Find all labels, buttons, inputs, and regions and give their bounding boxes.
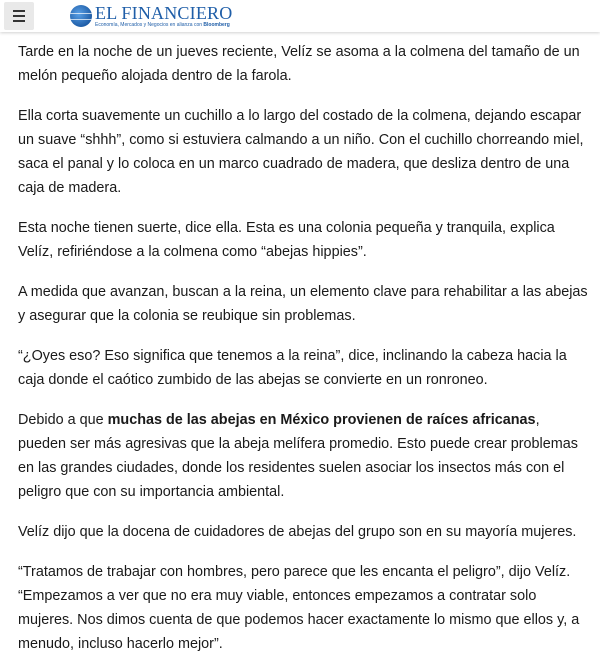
hamburger-menu-icon[interactable] [4, 2, 34, 30]
logo-tagline: Economía, Mercados y Negocios en alianza con Bloomberg [95, 22, 230, 28]
site-header [0, 0, 600, 32]
logo-partner: Bloomberg [203, 22, 230, 28]
site-logo[interactable] [70, 2, 232, 30]
article-paragraph: Tarde en la noche de un jueves reciente, Velíz se asoma a la colmena del tamaño de un melón pequeño alojada dentro de la farola. [18, 44, 580, 84]
article-body [18, 40, 588, 672]
article-paragraph: Debido a que muchas de las abejas en México provienen de raíces africanas, pueden ser más agresivas que la abeja melífera promedio. Esto puede crear problemas en las grandes ciudades, donde los residentes suelen asociar los insectos más con el peligro que con su importancia ambiental. [18, 412, 578, 500]
article-paragraph: Esta noche tienen suerte, dice ella. Esta es una colonia pequeña y tranquila, explica Velíz, refiriéndose a la colmena como “abejas hippies”. [18, 220, 555, 260]
globe-icon [70, 5, 92, 27]
article-paragraph: Velíz dijo que la docena de cuidadores de abejas del grupo son en su mayoría mujeres. [18, 524, 577, 540]
article-paragraph: “¿Oyes eso? Eso significa que tenemos a la reina”, dice, inclinando la cabeza hacia la caja donde el caótico zumbido de las abejas se convierte en un ronroneo. [18, 348, 567, 388]
logo-title: EL FINANCIERO [95, 3, 233, 23]
article-paragraph: “Tratamos de trabajar con hombres, pero parece que les encanta el peligro”, dijo Velíz. “Empezamos a ver que no era muy viable, entonces empezamos a contratar solo mujeres. Nos dimos cuenta de que podemos hacer exactamente lo mismo que ellos y, a menudo, incluso hacerlo mejor”. [18, 564, 580, 652]
bold-highlight: muchas de las abejas en México provienen de raíces africanas [107, 412, 536, 428]
article-paragraph: Ella corta suavemente un cuchillo a lo largo del costado de la colmena, dejando escapar un suave “shhh”, como si estuviera calmando a un niño. Con el cuchillo chorreando miel, saca el panal y lo coloca en un marco cuadrado de madera, que desliza dentro de una caja de madera. [18, 108, 584, 196]
article-paragraph: A medida que avanzan, buscan a la reina, un elemento clave para rehabilitar a las abejas y asegurar que la colonia se reubique sin problemas. [18, 284, 588, 324]
